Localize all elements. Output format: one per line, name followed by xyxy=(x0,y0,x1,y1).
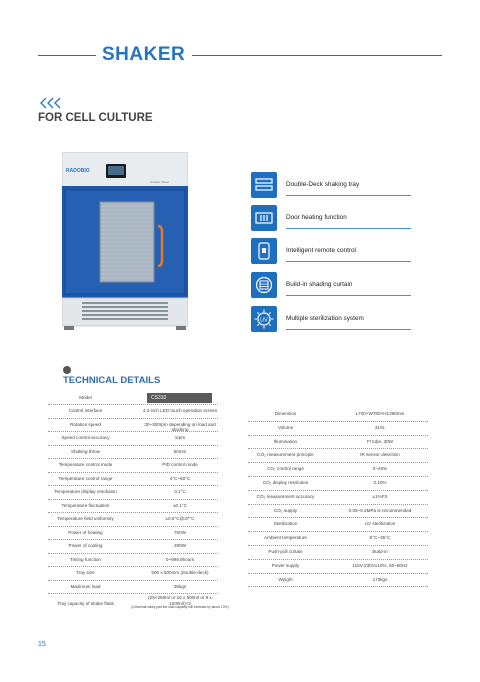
spec-label: Speed control accuracy xyxy=(61,435,110,440)
spec-label: Temperature fluctuation xyxy=(61,502,110,508)
page-number: 15 xyxy=(38,641,46,648)
spec-value: (25×250ml or 16 x 500ml or 9 x 1000ml)×2 xyxy=(148,595,212,606)
spec-value: 280W xyxy=(173,543,186,548)
spec-note: (Universal sticky pad,the load capacity will increase by about 10%) xyxy=(131,605,229,609)
spec-value: 5°C~35°C xyxy=(369,535,391,541)
spec-label: CO₂ display resolution xyxy=(262,480,309,485)
spec-value: L700×W780×H1290mm xyxy=(355,411,405,416)
spec-label: Power supply xyxy=(271,562,300,568)
spec-value: 170kgs xyxy=(372,576,388,582)
spec-value: 310L xyxy=(374,424,386,430)
spec-label: CO₂ supply xyxy=(273,507,298,513)
spec-label: Temperature control mode xyxy=(58,462,113,467)
feature-label: Multiple sterilization system xyxy=(286,315,364,322)
spec-value: 750W xyxy=(173,529,186,535)
spec-label: Tray capacity of shake flask xyxy=(57,601,114,606)
spec-label: CO₂ measurement principle xyxy=(257,452,314,458)
spec-value: ±1%FS xyxy=(372,493,388,499)
spec-label: Maximum load xyxy=(70,583,101,589)
spec-value: ±0.1°C xyxy=(172,502,188,508)
spec-value: 0.1°C xyxy=(174,489,186,494)
spec-value: PID control mode xyxy=(162,462,198,467)
spec-value: ±0.5°C@37°C xyxy=(165,516,195,521)
model-value: CS310 xyxy=(147,393,212,403)
spec-value: 4°C~60°C xyxy=(169,475,191,481)
section-subtitle: FOR CELL CULTURE xyxy=(38,112,153,124)
spec-value: 0.10% xyxy=(373,480,387,485)
spec-value: 1rpm xyxy=(174,435,186,440)
spec-value: 4.3 inch LED touch operation screen xyxy=(142,408,218,413)
spec-label: Ambient temperature xyxy=(264,535,307,541)
brand-logo: RADOBIO xyxy=(66,168,90,174)
feature-label: Door heating function xyxy=(286,214,347,221)
spec-value: 0~999.9hours xyxy=(165,556,195,562)
model-label: Model xyxy=(79,395,92,400)
spec-label: Volume xyxy=(277,424,294,430)
feature-label: Double-Deck shaking tray xyxy=(286,181,360,188)
spec-label: Temperature field uniformity xyxy=(57,516,114,521)
spec-value: UV sterilization xyxy=(364,521,396,527)
spec-value: 500 x 500mm (double-deck) xyxy=(151,570,209,575)
spec-label: Illumination xyxy=(273,438,298,444)
spec-value: 35kgs xyxy=(173,583,187,589)
spec-label: Shaking throw xyxy=(70,448,101,454)
spec-value: 50mm xyxy=(173,448,187,454)
spec-label: Rotation speed xyxy=(70,421,101,427)
spec-value: 0.05~0.1MPa is recommended xyxy=(348,507,412,513)
spec-value: 30~300rpm depending on load and stacking xyxy=(144,421,216,432)
spec-label: CO₂ control range xyxy=(267,466,304,472)
spec-value: 0~20% xyxy=(372,466,388,472)
spec-label: Power of cooling xyxy=(68,543,103,548)
spec-label: Dimension xyxy=(274,411,297,416)
spec-label: Control interface xyxy=(68,408,103,413)
svg-text:UV: UV xyxy=(260,317,268,324)
spec-label: Power of heating xyxy=(68,529,103,535)
page-title: SHAKER xyxy=(102,44,186,65)
spec-label: Temperature display resolution xyxy=(54,489,117,494)
spec-label: CO₂ measurement accuracy xyxy=(256,493,315,499)
feature-label: Build-in shading curtain xyxy=(286,281,353,288)
spec-value: 115V-230V±10%, 50~60Hz xyxy=(352,562,408,568)
spec-label: Weight xyxy=(278,576,293,582)
spec-value: Fl tube, 30W xyxy=(366,438,394,444)
spec-value: Build-in xyxy=(372,549,388,554)
svg-text:Incubator Shaker: Incubator Shaker xyxy=(150,181,170,184)
spec-label: Timing function xyxy=(70,556,101,562)
spec-label: Temperature control range xyxy=(58,475,113,481)
spec-label: Tray size xyxy=(76,570,95,575)
spec-label: Push-pull curtain xyxy=(268,549,303,554)
spec-label: Sterilization xyxy=(273,521,298,527)
spec-value: IR sensor detection xyxy=(360,452,400,458)
technical-title: TECHNICAL DETAILS xyxy=(63,375,161,386)
feature-label: Intelligent remote control xyxy=(286,247,356,254)
